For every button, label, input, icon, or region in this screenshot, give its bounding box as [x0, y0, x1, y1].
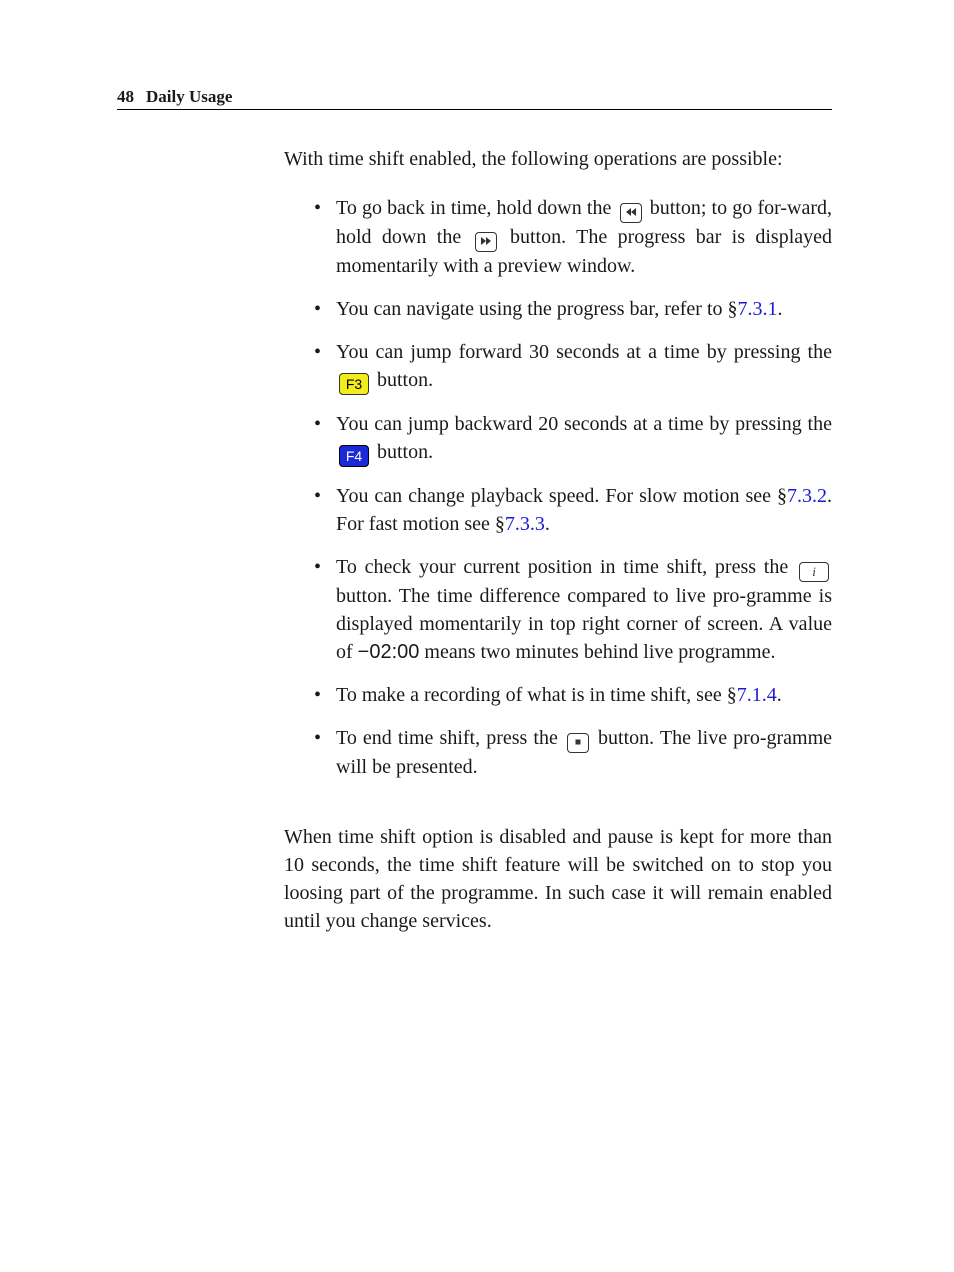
list-item: • To go back in time, hold down the button; to go for-ward, hold down the button. The progress bar is displayed momentarily with a preview window. [336, 194, 832, 280]
running-header [117, 86, 832, 110]
closing-paragraph: When time shift option is disabled and pause is kept for more than 10 seconds, the time shift feature will be switched on to stop you loosing part of the programme. In such case it will remain enabled until you change services. [284, 826, 832, 932]
list-item: • To check your current position in time shift, press the i button. The time difference compared to live pro-gramme is displayed momentarily in top right corner of screen. A value of −02:00 means two minutes behind live programme. [336, 553, 832, 666]
section-link[interactable]: 7.3.3 [504, 513, 545, 535]
list-item: • To make a recording of what is in time shift, see §7.1.4. [336, 681, 832, 709]
f4-key-icon: F4 [339, 445, 369, 467]
section-link[interactable]: 7.3.1 [737, 298, 778, 320]
f3-key-icon: F3 [339, 373, 369, 395]
list-item: • You can jump forward 30 seconds at a time by pressing the F3 button. [336, 338, 832, 395]
time-offset-value: −02:00 [357, 641, 420, 663]
list-item: • You can jump backward 20 seconds at a time by pressing the F4 button. [336, 410, 832, 467]
operations-list [336, 194, 832, 796]
stop-icon [567, 733, 589, 753]
section-link[interactable]: 7.3.2 [787, 485, 827, 507]
list-item: • You can navigate using the progress bar, refer to §7.3.1. [336, 295, 832, 323]
page-number: 48 [117, 87, 134, 106]
list-item: • You can change playback speed. For slow motion see §7.3.2. For fast motion see §7.3.3. [336, 482, 832, 538]
rewind-icon [620, 203, 642, 223]
intro-paragraph: With time shift enabled, the following operations are possible: [284, 148, 783, 170]
fast-forward-icon [475, 232, 497, 252]
section-title: Daily Usage [146, 87, 233, 106]
list-item: • To end time shift, press the button. The live pro-gramme will be presented. [336, 724, 832, 781]
section-link[interactable]: 7.1.4 [736, 684, 777, 706]
info-key-icon: i [799, 562, 829, 582]
